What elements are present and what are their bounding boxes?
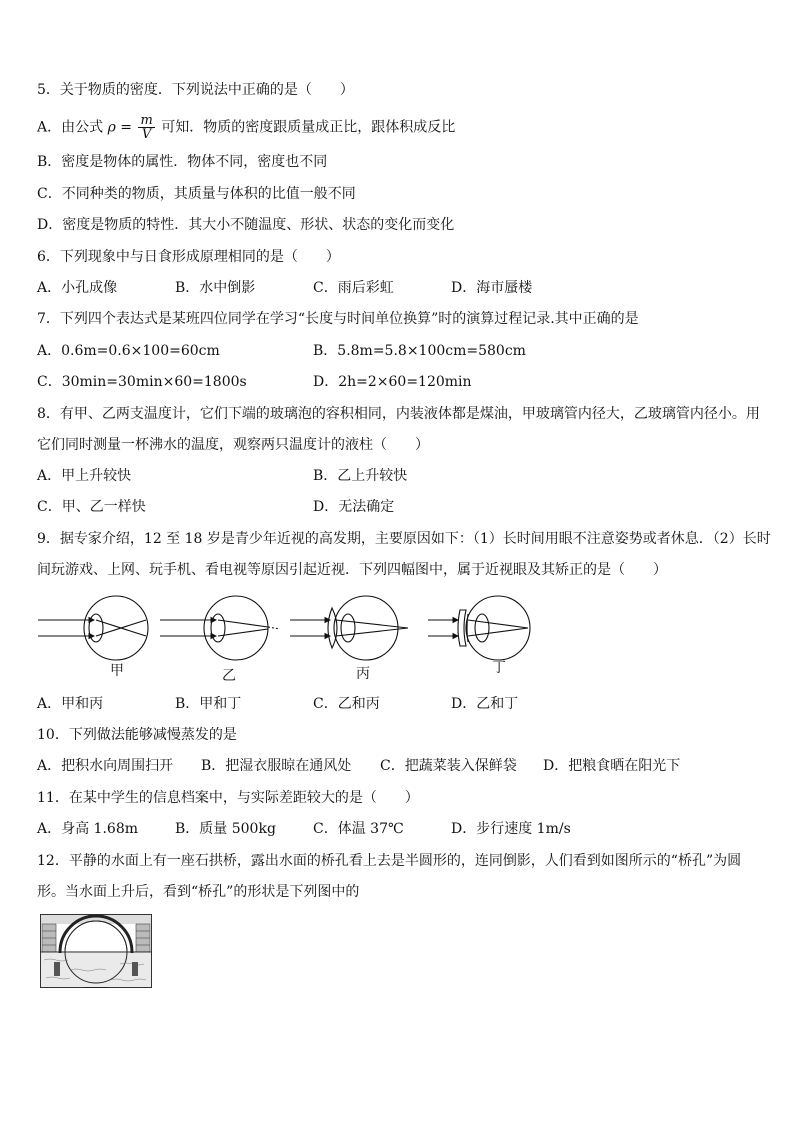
option-a-suffix: 可知．物质的密度跟质量成正比，跟体积成反比 (161, 119, 456, 136)
question-10-option-c: C．把蔬菜装入保鲜袋 (380, 758, 517, 774)
question-7-option-c: C．30min=30min×60=1800s (37, 374, 247, 390)
question-8-option-d: D．无法确定 (313, 499, 395, 515)
question-10-option-a: A．把积水向周围扫开 (37, 758, 174, 774)
question-7-stem: 7．下列四个表达式是某班四位同学在学习“长度与时间单位换算”时的演算过程记录.其中正确的是 (37, 311, 639, 327)
question-7-option-b: B．5.8m=5.8×100cm=580cm (313, 343, 526, 359)
question-9-option-a: A．甲和丙 (37, 696, 104, 712)
question-8-stem-line-2: 它们同时测量一杯沸水的温度，观察两只温度计的液柱（ ） (37, 437, 429, 453)
question-8-option-b: B．乙上升较快 (313, 468, 408, 484)
question-5-option-b: B．密度是物体的属性．物体不同，密度也不同 (37, 154, 328, 170)
question-9-stem-line-1: 9．据专家介绍，12 至 18 岁是青少年近视的高发期，主要原因如下：（1）长时间用眼不注意姿势或者休息．（2）长时 (37, 531, 771, 547)
question-11-stem: 11．在某中学生的信息档案中，与实际差距较大的是（ ） (37, 790, 419, 806)
question-6-option-c: C．雨后彩虹 (313, 280, 394, 296)
rho-symbol: ρ (107, 119, 116, 136)
question-5-option-d: D．密度是物质的特性．其大小不随温度、形状、状态的变化而变化 (37, 217, 455, 233)
equals-sign: = (120, 119, 132, 136)
eye-diagrams-figure (36, 590, 556, 690)
eye-label-jia: 甲 (110, 663, 124, 679)
question-10-stem: 10．下列做法能够减慢蒸发的是 (37, 727, 237, 743)
question-9-option-b: B．甲和丁 (175, 696, 242, 712)
question-6-option-a: A．小孔成像 (37, 280, 118, 296)
question-11-option-c: C．体温 37℃ (313, 821, 404, 837)
eye-diagram-bing (290, 596, 408, 660)
fraction-numerator: m (140, 113, 153, 128)
question-11-option-b: B．质量 500kg (175, 821, 276, 837)
question-11-option-d: D．步行速度 1m/s (451, 821, 571, 837)
question-10-option-b: B．把湿衣服晾在通风处 (201, 758, 352, 774)
question-12-stem-line-2: 形。当水面上升后，看到“桥孔”的形状是下列图中的 (37, 884, 360, 900)
question-6-option-b: B．水中倒影 (175, 280, 256, 296)
eye-diagram-ding (428, 596, 530, 660)
question-7-option-d: D．2h=2×60=120min (313, 374, 472, 390)
question-8-stem-line-1: 8．有甲、乙两支温度计，它们下端的玻璃泡的容积相同，内装液体都是煤油，甲玻璃管内径大，乙玻璃管内径小。用 (37, 406, 760, 422)
question-6-option-d: D．海市蜃楼 (451, 280, 533, 296)
question-8-option-c: C．甲、乙一样快 (37, 499, 146, 515)
eye-diagram-jia (38, 596, 148, 660)
question-11-option-a: A．身高 1.68m (37, 821, 139, 837)
eye-label-ding: 丁 (492, 660, 506, 676)
question-5-option-a (37, 114, 455, 141)
question-9-stem-line-2: 间玩游戏、上网、玩手机、看电视等原因引起近视．下列四幅图中，属于近视眼及其矫正的是（ ） (37, 562, 667, 578)
question-10-option-d: D．把粮食晒在阳光下 (543, 758, 681, 774)
eye-diagram-yi (160, 596, 280, 660)
question-5-stem: 5．关于物质的密度．下列说法中正确的是（ ） (37, 82, 354, 98)
question-6-stem: 6．下列现象中与日食形成原理相同的是（ ） (37, 249, 340, 265)
density-fraction (138, 114, 154, 141)
question-12-stem-line-1: 12．平静的水面上有一座石拱桥，露出水面的桥孔看上去是半圆形的，连同倒影，人们看到如图所示的“桥孔”为圆 (37, 853, 742, 869)
fraction-denominator: V (141, 127, 152, 142)
question-5-option-c: C．不同种类的物质，其质量与体积的比值一般不同 (37, 186, 356, 202)
question-9-option-c: C．乙和丙 (313, 696, 380, 712)
question-8-option-a: A．甲上升较快 (37, 468, 132, 484)
eye-label-bing: 丙 (356, 666, 370, 682)
option-a-prefix: A．由公式 (37, 119, 104, 136)
question-9-option-d: D．乙和丁 (451, 696, 519, 712)
bridge-arch-figure (40, 914, 152, 988)
question-7-option-a: A．0.6m=0.6×100=60cm (37, 343, 220, 359)
eye-label-yi: 乙 (222, 668, 236, 684)
